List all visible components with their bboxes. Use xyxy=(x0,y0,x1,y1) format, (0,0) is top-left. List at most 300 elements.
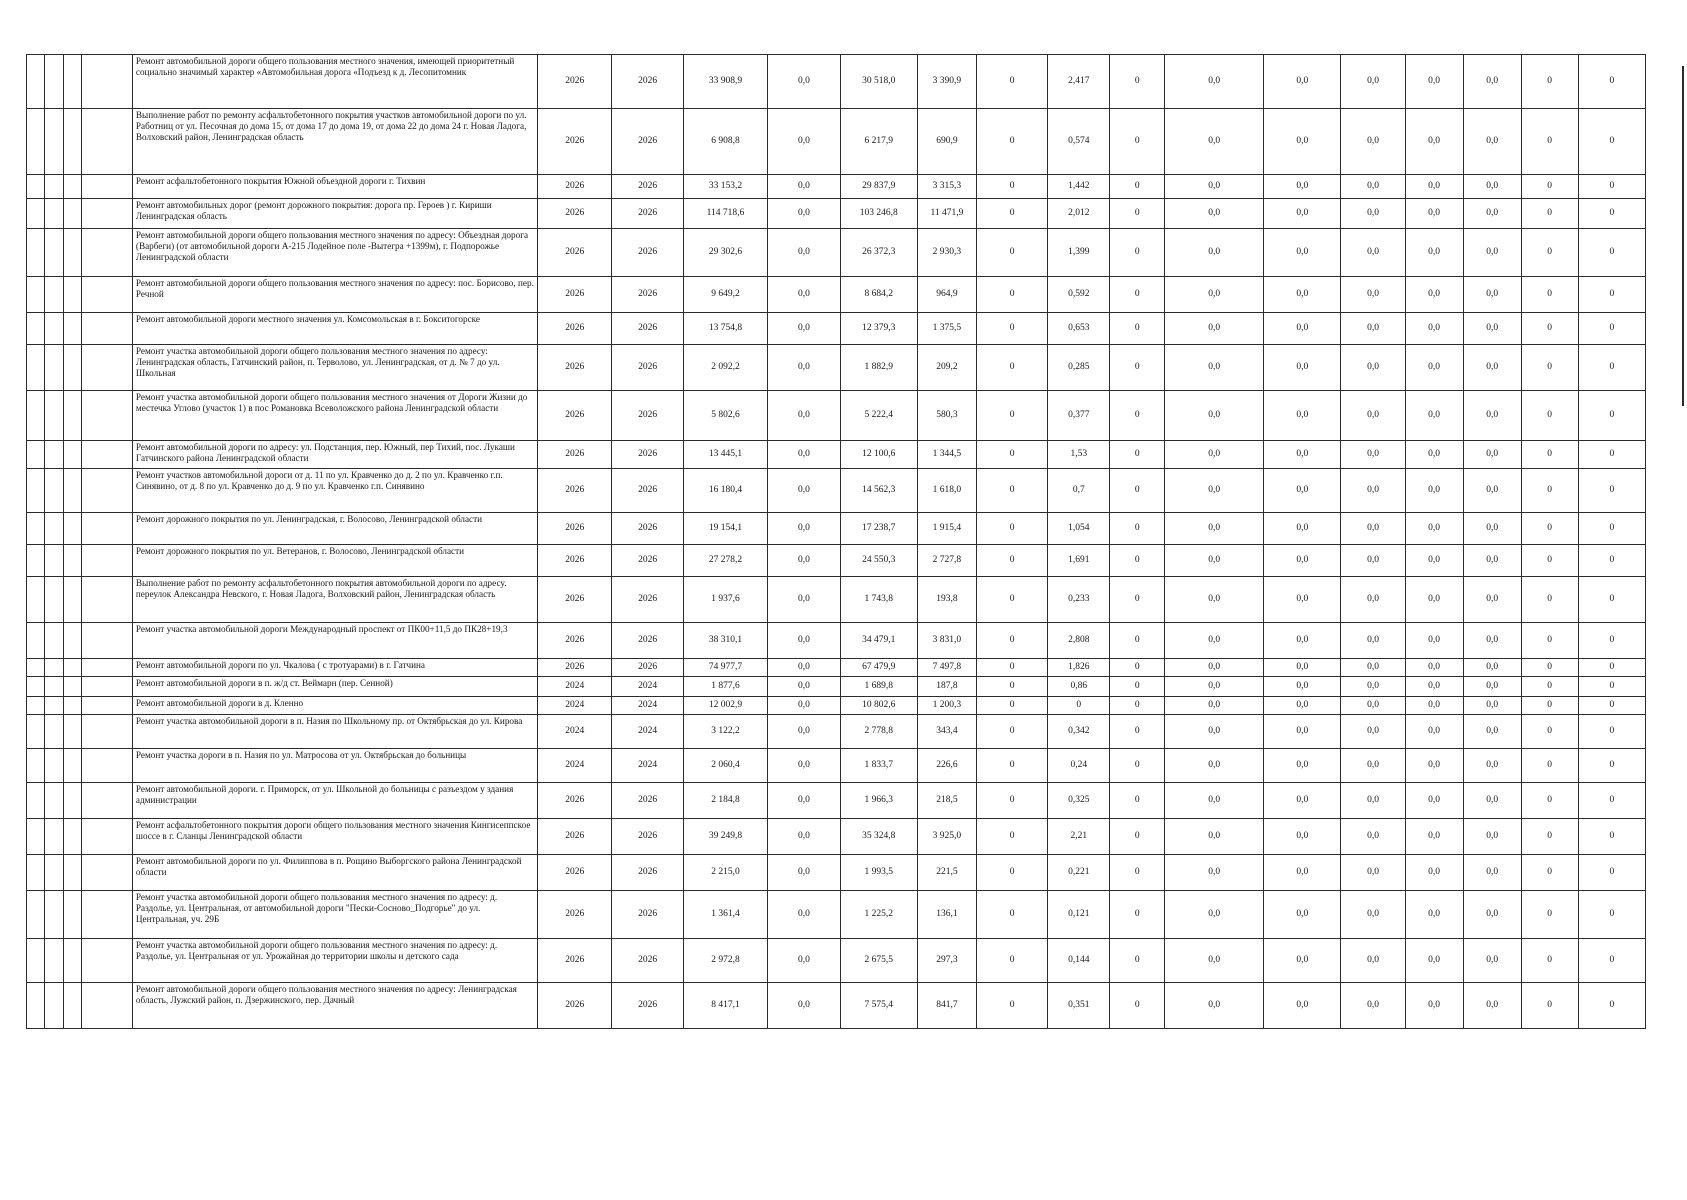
empty-cell xyxy=(27,623,45,659)
value-cell-c7: 0 xyxy=(1110,545,1165,577)
value-cell-c3: 34 479,1 xyxy=(840,623,917,659)
value-cell-c14: 0 xyxy=(1578,577,1645,623)
object-name-cell: Ремонт автомобильной дороги в п. ж/д ст. Веймарн (пер. Сенной) xyxy=(132,677,537,697)
value-cell-c6: 0,86 xyxy=(1048,677,1110,697)
value-cell-c6: 0,342 xyxy=(1048,715,1110,749)
value-cell-c11: 0,0 xyxy=(1405,469,1463,513)
value-cell-c4: 2 930,3 xyxy=(917,229,976,277)
value-cell-y2: 2024 xyxy=(612,749,683,783)
empty-cell xyxy=(45,577,63,623)
value-cell-c5: 0 xyxy=(976,313,1047,345)
empty-cell xyxy=(81,441,132,469)
value-cell-y1: 2026 xyxy=(538,819,612,855)
value-cell-c8: 0,0 xyxy=(1165,345,1264,391)
value-cell-c7: 0 xyxy=(1110,277,1165,313)
value-cell-c6: 2,012 xyxy=(1048,199,1110,229)
empty-cell xyxy=(45,391,63,441)
table-row xyxy=(27,229,1646,277)
value-cell-c1: 1 877,6 xyxy=(683,677,768,697)
value-cell-c2: 0,0 xyxy=(768,623,840,659)
value-cell-c4: 11 471,9 xyxy=(917,199,976,229)
object-name-cell: Ремонт дорожного покрытия по ул. Ленинградская, г. Волосово, Ленинградской области xyxy=(132,513,537,545)
value-cell-c10: 0,0 xyxy=(1341,469,1405,513)
value-cell-c13: 0 xyxy=(1521,855,1578,891)
value-cell-c11: 0,0 xyxy=(1405,175,1463,199)
value-cell-c6: 1,399 xyxy=(1048,229,1110,277)
value-cell-y2: 2026 xyxy=(612,819,683,855)
value-cell-c4: 136,1 xyxy=(917,891,976,939)
value-cell-y1: 2026 xyxy=(538,199,612,229)
value-cell-c4: 187,8 xyxy=(917,677,976,697)
value-cell-c3: 1 689,8 xyxy=(840,677,917,697)
value-cell-y2: 2026 xyxy=(612,983,683,1029)
value-cell-c3: 7 575,4 xyxy=(840,983,917,1029)
value-cell-y1: 2026 xyxy=(538,513,612,545)
empty-cell xyxy=(27,855,45,891)
value-cell-c9: 0,0 xyxy=(1264,697,1341,715)
value-cell-c14: 0 xyxy=(1578,391,1645,441)
empty-cell xyxy=(27,715,45,749)
value-cell-c12: 0,0 xyxy=(1463,577,1521,623)
value-cell-c9: 0,0 xyxy=(1264,577,1341,623)
value-cell-c11: 0,0 xyxy=(1405,199,1463,229)
value-cell-c8: 0,0 xyxy=(1165,313,1264,345)
value-cell-y1: 2026 xyxy=(538,469,612,513)
value-cell-c4: 1 344,5 xyxy=(917,441,976,469)
value-cell-c3: 1 743,8 xyxy=(840,577,917,623)
value-cell-c9: 0,0 xyxy=(1264,939,1341,983)
value-cell-c8: 0,0 xyxy=(1165,855,1264,891)
value-cell-c5: 0 xyxy=(976,891,1047,939)
value-cell-c9: 0,0 xyxy=(1264,891,1341,939)
value-cell-c7: 0 xyxy=(1110,55,1165,109)
object-name-cell: Ремонт участков автомобильной дороги от д. 11 по ул. Кравченко до д. 2 по ул. Кравченко г.п. Синявино, от д. 8 по ул. Кравченко до д. 9 по ул. Кравченко г.п. Синявино xyxy=(132,469,537,513)
value-cell-y1: 2024 xyxy=(538,749,612,783)
value-cell-y2: 2026 xyxy=(612,659,683,677)
value-cell-c5: 0 xyxy=(976,715,1047,749)
table-row xyxy=(27,983,1646,1029)
value-cell-c6: 0,233 xyxy=(1048,577,1110,623)
value-cell-c14: 0 xyxy=(1578,715,1645,749)
value-cell-y1: 2026 xyxy=(538,345,612,391)
value-cell-c4: 226,6 xyxy=(917,749,976,783)
value-cell-y2: 2026 xyxy=(612,313,683,345)
value-cell-c8: 0,0 xyxy=(1165,697,1264,715)
value-cell-c5: 0 xyxy=(976,623,1047,659)
value-cell-c5: 0 xyxy=(976,783,1047,819)
value-cell-c14: 0 xyxy=(1578,175,1645,199)
empty-cell xyxy=(63,697,81,715)
value-cell-c6: 0,221 xyxy=(1048,855,1110,891)
value-cell-c3: 1 966,3 xyxy=(840,783,917,819)
empty-cell xyxy=(63,983,81,1029)
value-cell-c14: 0 xyxy=(1578,55,1645,109)
value-cell-c7: 0 xyxy=(1110,199,1165,229)
value-cell-c6: 2,808 xyxy=(1048,623,1110,659)
value-cell-c11: 0,0 xyxy=(1405,577,1463,623)
empty-cell xyxy=(63,513,81,545)
value-cell-c9: 0,0 xyxy=(1264,199,1341,229)
table-row xyxy=(27,659,1646,677)
empty-cell xyxy=(81,783,132,819)
value-cell-c13: 0 xyxy=(1521,749,1578,783)
value-cell-c1: 6 908,8 xyxy=(683,109,768,175)
road-repair-table xyxy=(26,54,1646,1029)
value-cell-c3: 35 324,8 xyxy=(840,819,917,855)
value-cell-c3: 1 993,5 xyxy=(840,855,917,891)
value-cell-c13: 0 xyxy=(1521,677,1578,697)
value-cell-c1: 39 249,8 xyxy=(683,819,768,855)
empty-cell xyxy=(45,819,63,855)
value-cell-c3: 2 778,8 xyxy=(840,715,917,749)
value-cell-c4: 1 915,4 xyxy=(917,513,976,545)
value-cell-c7: 0 xyxy=(1110,783,1165,819)
value-cell-c12: 0,0 xyxy=(1463,513,1521,545)
empty-cell xyxy=(45,749,63,783)
empty-cell xyxy=(45,277,63,313)
table-row xyxy=(27,469,1646,513)
value-cell-c7: 0 xyxy=(1110,175,1165,199)
empty-cell xyxy=(27,109,45,175)
value-cell-c8: 0,0 xyxy=(1165,229,1264,277)
value-cell-c12: 0,0 xyxy=(1463,199,1521,229)
value-cell-c2: 0,0 xyxy=(768,659,840,677)
empty-cell xyxy=(45,983,63,1029)
value-cell-y1: 2024 xyxy=(538,697,612,715)
value-cell-y1: 2026 xyxy=(538,783,612,819)
value-cell-c4: 2 727,8 xyxy=(917,545,976,577)
value-cell-c2: 0,0 xyxy=(768,229,840,277)
value-cell-c4: 209,2 xyxy=(917,345,976,391)
value-cell-c2: 0,0 xyxy=(768,109,840,175)
empty-cell xyxy=(63,55,81,109)
value-cell-c10: 0,0 xyxy=(1341,983,1405,1029)
empty-cell xyxy=(81,109,132,175)
value-cell-c5: 0 xyxy=(976,939,1047,983)
value-cell-c14: 0 xyxy=(1578,623,1645,659)
empty-cell xyxy=(63,391,81,441)
empty-cell xyxy=(63,545,81,577)
value-cell-c10: 0,0 xyxy=(1341,677,1405,697)
table-row xyxy=(27,697,1646,715)
value-cell-c8: 0,0 xyxy=(1165,545,1264,577)
value-cell-y2: 2026 xyxy=(612,109,683,175)
value-cell-c6: 0,325 xyxy=(1048,783,1110,819)
value-cell-c7: 0 xyxy=(1110,749,1165,783)
value-cell-c12: 0,0 xyxy=(1463,855,1521,891)
empty-cell xyxy=(63,229,81,277)
value-cell-c9: 0,0 xyxy=(1264,441,1341,469)
table-row xyxy=(27,199,1646,229)
value-cell-c5: 0 xyxy=(976,545,1047,577)
object-name-cell: Ремонт автомобильной дороги в д. Кленно xyxy=(132,697,537,715)
value-cell-c13: 0 xyxy=(1521,545,1578,577)
empty-cell xyxy=(45,109,63,175)
value-cell-c7: 0 xyxy=(1110,891,1165,939)
value-cell-y1: 2026 xyxy=(538,577,612,623)
object-name-cell: Ремонт автомобильной дороги общего пользования местного значения, имеющей приоритетный социально значимый характер «Автомобильная дорога «Подъезд к д. Лесопитомник xyxy=(132,55,537,109)
value-cell-c3: 12 379,3 xyxy=(840,313,917,345)
value-cell-c12: 0,0 xyxy=(1463,441,1521,469)
empty-cell xyxy=(27,391,45,441)
value-cell-c7: 0 xyxy=(1110,577,1165,623)
value-cell-y1: 2026 xyxy=(538,391,612,441)
value-cell-c10: 0,0 xyxy=(1341,175,1405,199)
empty-cell xyxy=(45,659,63,677)
value-cell-c7: 0 xyxy=(1110,513,1165,545)
value-cell-c10: 0,0 xyxy=(1341,391,1405,441)
value-cell-c11: 0,0 xyxy=(1405,623,1463,659)
value-cell-c9: 0,0 xyxy=(1264,109,1341,175)
value-cell-c9: 0,0 xyxy=(1264,513,1341,545)
empty-cell xyxy=(45,939,63,983)
value-cell-c5: 0 xyxy=(976,199,1047,229)
value-cell-c14: 0 xyxy=(1578,749,1645,783)
value-cell-c6: 0,592 xyxy=(1048,277,1110,313)
value-cell-c3: 1 882,9 xyxy=(840,345,917,391)
value-cell-c8: 0,0 xyxy=(1165,819,1264,855)
value-cell-c6: 1,53 xyxy=(1048,441,1110,469)
value-cell-y2: 2026 xyxy=(612,939,683,983)
object-name-cell: Ремонт участка автомобильной дороги в п. Назия по Школьному пр. от Октябрьская до ул. Кирова xyxy=(132,715,537,749)
value-cell-c13: 0 xyxy=(1521,55,1578,109)
value-cell-c10: 0,0 xyxy=(1341,623,1405,659)
value-cell-c10: 0,0 xyxy=(1341,715,1405,749)
value-cell-c7: 0 xyxy=(1110,313,1165,345)
value-cell-c4: 343,4 xyxy=(917,715,976,749)
value-cell-c8: 0,0 xyxy=(1165,983,1264,1029)
value-cell-c13: 0 xyxy=(1521,697,1578,715)
value-cell-c8: 0,0 xyxy=(1165,175,1264,199)
value-cell-c11: 0,0 xyxy=(1405,819,1463,855)
object-name-cell: Ремонт асфальтобетонного покрытия дороги общего пользования местного значения Кингисеппское шоссе в г. Сланцы Ленинградской области xyxy=(132,819,537,855)
table-row xyxy=(27,55,1646,109)
value-cell-y2: 2026 xyxy=(612,513,683,545)
value-cell-c9: 0,0 xyxy=(1264,855,1341,891)
value-cell-c7: 0 xyxy=(1110,109,1165,175)
empty-cell xyxy=(45,55,63,109)
table-body xyxy=(27,55,1646,1029)
value-cell-c9: 0,0 xyxy=(1264,677,1341,697)
empty-cell xyxy=(27,441,45,469)
value-cell-c3: 5 222,4 xyxy=(840,391,917,441)
value-cell-c7: 0 xyxy=(1110,623,1165,659)
object-name-cell: Ремонт участка автомобильной дороги общего пользования местного значения по адресу: Ленинградская область, Гатчинский район, п. Терволово, ул. Ленинградская, от д. № 7 до ул. Школьная xyxy=(132,345,537,391)
value-cell-c1: 27 278,2 xyxy=(683,545,768,577)
value-cell-y1: 2026 xyxy=(538,939,612,983)
value-cell-c9: 0,0 xyxy=(1264,313,1341,345)
value-cell-c3: 6 217,9 xyxy=(840,109,917,175)
object-name-cell: Ремонт участка автомобильной дороги Международный проспект от ПК00+11,5 до ПК28+19,3 xyxy=(132,623,537,659)
value-cell-y1: 2026 xyxy=(538,277,612,313)
value-cell-c11: 0,0 xyxy=(1405,891,1463,939)
table-row xyxy=(27,345,1646,391)
value-cell-c3: 1 225,2 xyxy=(840,891,917,939)
value-cell-c8: 0,0 xyxy=(1165,199,1264,229)
object-name-cell: Ремонт автомобильной дороги по ул. Чкалова ( с тротуарами) в г. Гатчина xyxy=(132,659,537,677)
value-cell-c6: 2,21 xyxy=(1048,819,1110,855)
empty-cell xyxy=(45,677,63,697)
table-row xyxy=(27,939,1646,983)
value-cell-c11: 0,0 xyxy=(1405,229,1463,277)
object-name-cell: Выполнение работ по ремонту асфальтобетонного покрытия автомобильной дороги по адресу. переулок Александра Невского, г. Новая Ладога, Волховский район, Ленинградская область xyxy=(132,577,537,623)
empty-cell xyxy=(63,659,81,677)
value-cell-c8: 0,0 xyxy=(1165,441,1264,469)
value-cell-c9: 0,0 xyxy=(1264,749,1341,783)
value-cell-c13: 0 xyxy=(1521,109,1578,175)
value-cell-y1: 2026 xyxy=(538,313,612,345)
empty-cell xyxy=(63,677,81,697)
value-cell-c10: 0,0 xyxy=(1341,545,1405,577)
object-name-cell: Ремонт асфальтобетонного покрытия Южной объездной дороги г. Тихвин xyxy=(132,175,537,199)
value-cell-y2: 2026 xyxy=(612,891,683,939)
page-edge-mark xyxy=(1682,66,1684,406)
value-cell-c4: 193,8 xyxy=(917,577,976,623)
value-cell-y1: 2026 xyxy=(538,659,612,677)
empty-cell xyxy=(27,783,45,819)
value-cell-c5: 0 xyxy=(976,175,1047,199)
value-cell-c1: 1 937,6 xyxy=(683,577,768,623)
value-cell-c3: 30 518,0 xyxy=(840,55,917,109)
value-cell-c5: 0 xyxy=(976,277,1047,313)
value-cell-c11: 0,0 xyxy=(1405,783,1463,819)
value-cell-c11: 0,0 xyxy=(1405,983,1463,1029)
value-cell-c9: 0,0 xyxy=(1264,623,1341,659)
value-cell-y1: 2026 xyxy=(538,55,612,109)
value-cell-c5: 0 xyxy=(976,109,1047,175)
value-cell-c3: 1 833,7 xyxy=(840,749,917,783)
value-cell-c12: 0,0 xyxy=(1463,749,1521,783)
empty-cell xyxy=(45,469,63,513)
value-cell-c13: 0 xyxy=(1521,229,1578,277)
empty-cell xyxy=(81,983,132,1029)
value-cell-c8: 0,0 xyxy=(1165,939,1264,983)
value-cell-c2: 0,0 xyxy=(768,697,840,715)
value-cell-c5: 0 xyxy=(976,577,1047,623)
empty-cell xyxy=(27,697,45,715)
table-row xyxy=(27,109,1646,175)
value-cell-c3: 8 684,2 xyxy=(840,277,917,313)
empty-cell xyxy=(63,715,81,749)
value-cell-c10: 0,0 xyxy=(1341,697,1405,715)
value-cell-y2: 2026 xyxy=(612,441,683,469)
empty-cell xyxy=(81,175,132,199)
value-cell-c11: 0,0 xyxy=(1405,855,1463,891)
value-cell-c14: 0 xyxy=(1578,441,1645,469)
value-cell-c1: 3 122,2 xyxy=(683,715,768,749)
empty-cell xyxy=(81,345,132,391)
value-cell-c7: 0 xyxy=(1110,983,1165,1029)
empty-cell xyxy=(27,55,45,109)
value-cell-c9: 0,0 xyxy=(1264,391,1341,441)
empty-cell xyxy=(63,199,81,229)
empty-cell xyxy=(45,623,63,659)
value-cell-y2: 2024 xyxy=(612,715,683,749)
empty-cell xyxy=(63,313,81,345)
value-cell-c4: 1 375,5 xyxy=(917,313,976,345)
value-cell-c13: 0 xyxy=(1521,391,1578,441)
value-cell-c10: 0,0 xyxy=(1341,891,1405,939)
empty-cell xyxy=(81,55,132,109)
value-cell-c6: 0,574 xyxy=(1048,109,1110,175)
value-cell-c9: 0,0 xyxy=(1264,469,1341,513)
value-cell-c9: 0,0 xyxy=(1264,545,1341,577)
empty-cell xyxy=(45,783,63,819)
value-cell-c6: 0,121 xyxy=(1048,891,1110,939)
value-cell-c11: 0,0 xyxy=(1405,545,1463,577)
value-cell-c13: 0 xyxy=(1521,577,1578,623)
value-cell-c10: 0,0 xyxy=(1341,441,1405,469)
value-cell-c2: 0,0 xyxy=(768,749,840,783)
value-cell-c4: 964,9 xyxy=(917,277,976,313)
value-cell-c13: 0 xyxy=(1521,891,1578,939)
value-cell-c1: 8 417,1 xyxy=(683,983,768,1029)
value-cell-c3: 24 550,3 xyxy=(840,545,917,577)
value-cell-c13: 0 xyxy=(1521,783,1578,819)
value-cell-c1: 74 977,7 xyxy=(683,659,768,677)
empty-cell xyxy=(81,697,132,715)
value-cell-c14: 0 xyxy=(1578,469,1645,513)
value-cell-c7: 0 xyxy=(1110,939,1165,983)
object-name-cell: Ремонт автомобильной дороги общего пользования местного значения по адресу: Объездная дорога (Варбеги) (от автомобильной дороги А-215 Лодейное поле -Вытегра +1399м), г. Подпорожье Ленинградской области xyxy=(132,229,537,277)
value-cell-c9: 0,0 xyxy=(1264,345,1341,391)
empty-cell xyxy=(27,939,45,983)
empty-cell xyxy=(27,577,45,623)
object-name-cell: Ремонт автомобильной дороги местного значения ул. Комсомольская в г. Бокситогорске xyxy=(132,313,537,345)
value-cell-c11: 0,0 xyxy=(1405,313,1463,345)
value-cell-c11: 0,0 xyxy=(1405,513,1463,545)
value-cell-c7: 0 xyxy=(1110,715,1165,749)
empty-cell xyxy=(81,545,132,577)
empty-cell xyxy=(27,513,45,545)
empty-cell xyxy=(45,513,63,545)
object-name-cell: Ремонт участка автомобильной дороги общего пользования местного значения по адресу: д. Раздолье, ул. Центральная от ул. Урожайная до территории школы и детского сада xyxy=(132,939,537,983)
value-cell-c1: 12 002,9 xyxy=(683,697,768,715)
table-row xyxy=(27,545,1646,577)
value-cell-c13: 0 xyxy=(1521,715,1578,749)
value-cell-c8: 0,0 xyxy=(1165,783,1264,819)
value-cell-c11: 0,0 xyxy=(1405,659,1463,677)
value-cell-c9: 0,0 xyxy=(1264,819,1341,855)
object-name-cell: Ремонт автомобильной дороги по ул. Филиппова в п. Рощино Выборгского района Ленинградской области xyxy=(132,855,537,891)
value-cell-c6: 1,691 xyxy=(1048,545,1110,577)
empty-cell xyxy=(45,345,63,391)
value-cell-y1: 2024 xyxy=(538,677,612,697)
empty-cell xyxy=(45,697,63,715)
empty-cell xyxy=(63,819,81,855)
value-cell-c5: 0 xyxy=(976,345,1047,391)
empty-cell xyxy=(63,441,81,469)
table-row xyxy=(27,175,1646,199)
table-row xyxy=(27,891,1646,939)
table-row xyxy=(27,855,1646,891)
table-row xyxy=(27,513,1646,545)
value-cell-c13: 0 xyxy=(1521,313,1578,345)
value-cell-c6: 1,054 xyxy=(1048,513,1110,545)
value-cell-c1: 16 180,4 xyxy=(683,469,768,513)
value-cell-c12: 0,0 xyxy=(1463,715,1521,749)
value-cell-y1: 2026 xyxy=(538,545,612,577)
table-row xyxy=(27,577,1646,623)
value-cell-y2: 2026 xyxy=(612,277,683,313)
value-cell-c3: 12 100,6 xyxy=(840,441,917,469)
value-cell-c1: 29 302,6 xyxy=(683,229,768,277)
value-cell-c13: 0 xyxy=(1521,199,1578,229)
value-cell-c7: 0 xyxy=(1110,229,1165,277)
empty-cell xyxy=(63,783,81,819)
value-cell-c4: 3 925,0 xyxy=(917,819,976,855)
value-cell-c3: 26 372,3 xyxy=(840,229,917,277)
